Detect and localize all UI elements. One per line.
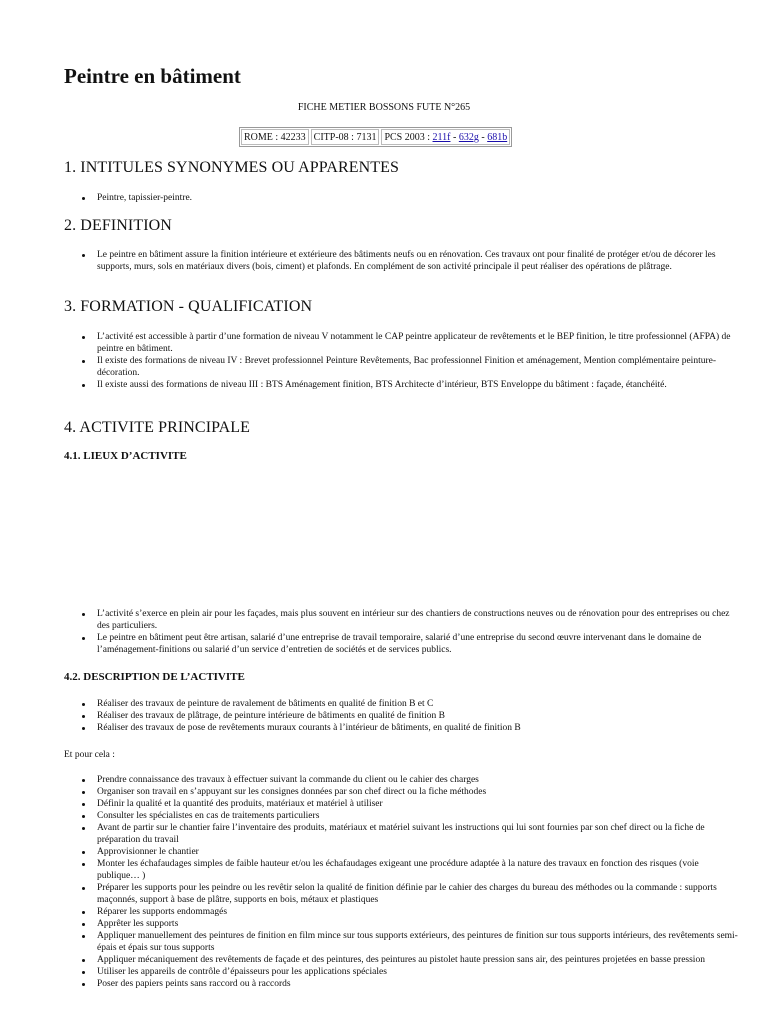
intro-text: Et pour cela :: [64, 750, 115, 760]
pcs-link-681b[interactable]: 681b: [487, 132, 508, 143]
rome-code: ROME : 42233: [241, 129, 309, 145]
lieux-list: [64, 608, 743, 656]
list-item: Appliquer mécaniquement des revêtements de façade et des peintures, des peintures au pistolet haute pression sans air, des peintures projetées en basse pression: [97, 954, 743, 966]
pcs-codes: [381, 129, 510, 145]
pcs-link-211f[interactable]: 211f: [432, 132, 451, 143]
list-item: Définir la qualité et la quantité des produits, matériaux et matériel à utiliser: [97, 798, 743, 810]
pcs-label: PCS 2003 :: [384, 132, 431, 143]
list-item: Poser des papiers peints sans raccord ou à raccords: [97, 978, 743, 990]
section-heading-activite-principale: 4. ACTIVITE PRINCIPALE: [64, 419, 251, 436]
list-item: Réaliser des travaux de peinture de ravalement de bâtiments en qualité de finition B et C: [97, 698, 743, 710]
list-item: Réparer les supports endommagés: [97, 906, 743, 918]
tasks-list: [64, 774, 743, 990]
list-item: Le peintre en bâtiment peut être artisan, salarié d’une entreprise de travail temporaire, salarié d’une entreprise du second œuvre intervenant dans le domaine de l’aménagement-finitions ou salarié d’un service d’entretien de sociétés et de services publics.: [97, 632, 743, 656]
list-item: Utiliser les appareils de contrôle d’épaisseurs pour les applications spéciales: [97, 966, 743, 978]
list-item: Organiser son travail en s’appuyant sur les consignes données par son chef direct ou la fiche méthodes: [97, 786, 743, 798]
page-title: Peintre en bâtiment: [64, 64, 241, 88]
pcs-separator: -: [450, 132, 459, 143]
formation-list: [64, 331, 743, 391]
list-item: Appliquer manuellement des peintures de finition en film mince sur tous supports extérieurs, des peintures de finition sur tous supports intérieurs, des revêtements semi-épais et épais sur tous supports: [97, 930, 743, 954]
list-item: Consulter les spécialistes en cas de traitements particuliers: [97, 810, 743, 822]
list-item: L’activité s’exerce en plein air pour les façades, mais plus souvent en intérieur sur des chantiers de constructions neuves ou de rénovation pour des entreprises ou chez des particuliers.: [97, 608, 743, 632]
list-item: L’activité est accessible à partir d’une formation de niveau V notamment le CAP peintre applicateur de revêtements et le BEP finition, le titre professionnel (AFPA) de peintre en bâtiment.: [97, 331, 743, 355]
list-item: Il existe des formations de niveau IV : Brevet professionnel Peinture Revêtements, Bac professionnel Finition et aménagement, Mention complémentaire peinture-décoration.: [97, 355, 743, 379]
list-item: Il existe aussi des formations de niveau III : BTS Aménagement finition, BTS Architecte d’intérieur, BTS Enveloppe du bâtiment : façade, étanchéité.: [97, 379, 743, 391]
definition-list: [64, 249, 743, 273]
list-item: Avant de partir sur le chantier faire l’inventaire des produits, matériaux et matériel suivant les instructions qui lui sont fournies par son chef direct ou la fiche de préparation du travail: [97, 822, 743, 846]
list-item: Peintre, tapissier-peintre.: [97, 192, 743, 204]
list-item: Préparer les supports pour les peindre ou les revêtir selon la qualité de finition définie par le cahier des charges du bureau des méthodes ou la commande : supports maçonnés, support à base de plâtre, supports en bois, métaux et plastiques: [97, 882, 743, 906]
list-item: Monter les échafaudages simples de faible hauteur et/ou les échafaudages exigeant une procédure adaptée à la nature des travaux en fonction des risques (voie publique… ): [97, 858, 743, 882]
pcs-separator: -: [478, 132, 488, 143]
synonymes-list: [64, 192, 743, 204]
list-item: Réaliser des travaux de plâtrage, de peinture intérieure de bâtiments en qualité de finition B: [97, 710, 743, 722]
list-item: Apprêter les supports: [97, 918, 743, 930]
pcs-link-632g[interactable]: 632g: [458, 132, 479, 143]
blank-space: [64, 470, 704, 600]
section-heading-formation: 3. FORMATION - QUALIFICATION: [64, 298, 313, 315]
list-item: Prendre connaissance des travaux à effectuer suivant la commande du client ou le cahier des charges: [97, 774, 743, 786]
list-item: Réaliser des travaux de pose de revêtements muraux courants à l’intérieur de bâtiments, en qualité de finition B: [97, 722, 743, 734]
section-heading-synonymes: 1. INTITULES SYNONYMES OU APPARENTES: [64, 159, 400, 176]
list-item: Approvisionner le chantier: [97, 846, 743, 858]
list-item: Le peintre en bâtiment assure la finition intérieure et extérieure des bâtiments neufs ou en rénovation. Ces travaux ont pour finalité de protéger et/ou de décorer les supports, murs, sols en matériaux divers (bois, ciment) et plafonds. En complément de son activité principale il peut réaliser des opérations de plâtrage.: [97, 249, 743, 273]
subsection-heading-lieux: 4.1. LIEUX D’ACTIVITE: [64, 450, 187, 462]
citp-code: CITP-08 : 7131: [311, 129, 380, 145]
description-list: [64, 698, 743, 734]
codes-table: [239, 127, 512, 147]
fiche-number: FICHE METIER BOSSONS FUTE N°265: [297, 102, 471, 113]
section-heading-definition: 2. DEFINITION: [64, 217, 172, 234]
subsection-heading-description: 4.2. DESCRIPTION DE L’ACTIVITE: [64, 671, 245, 683]
